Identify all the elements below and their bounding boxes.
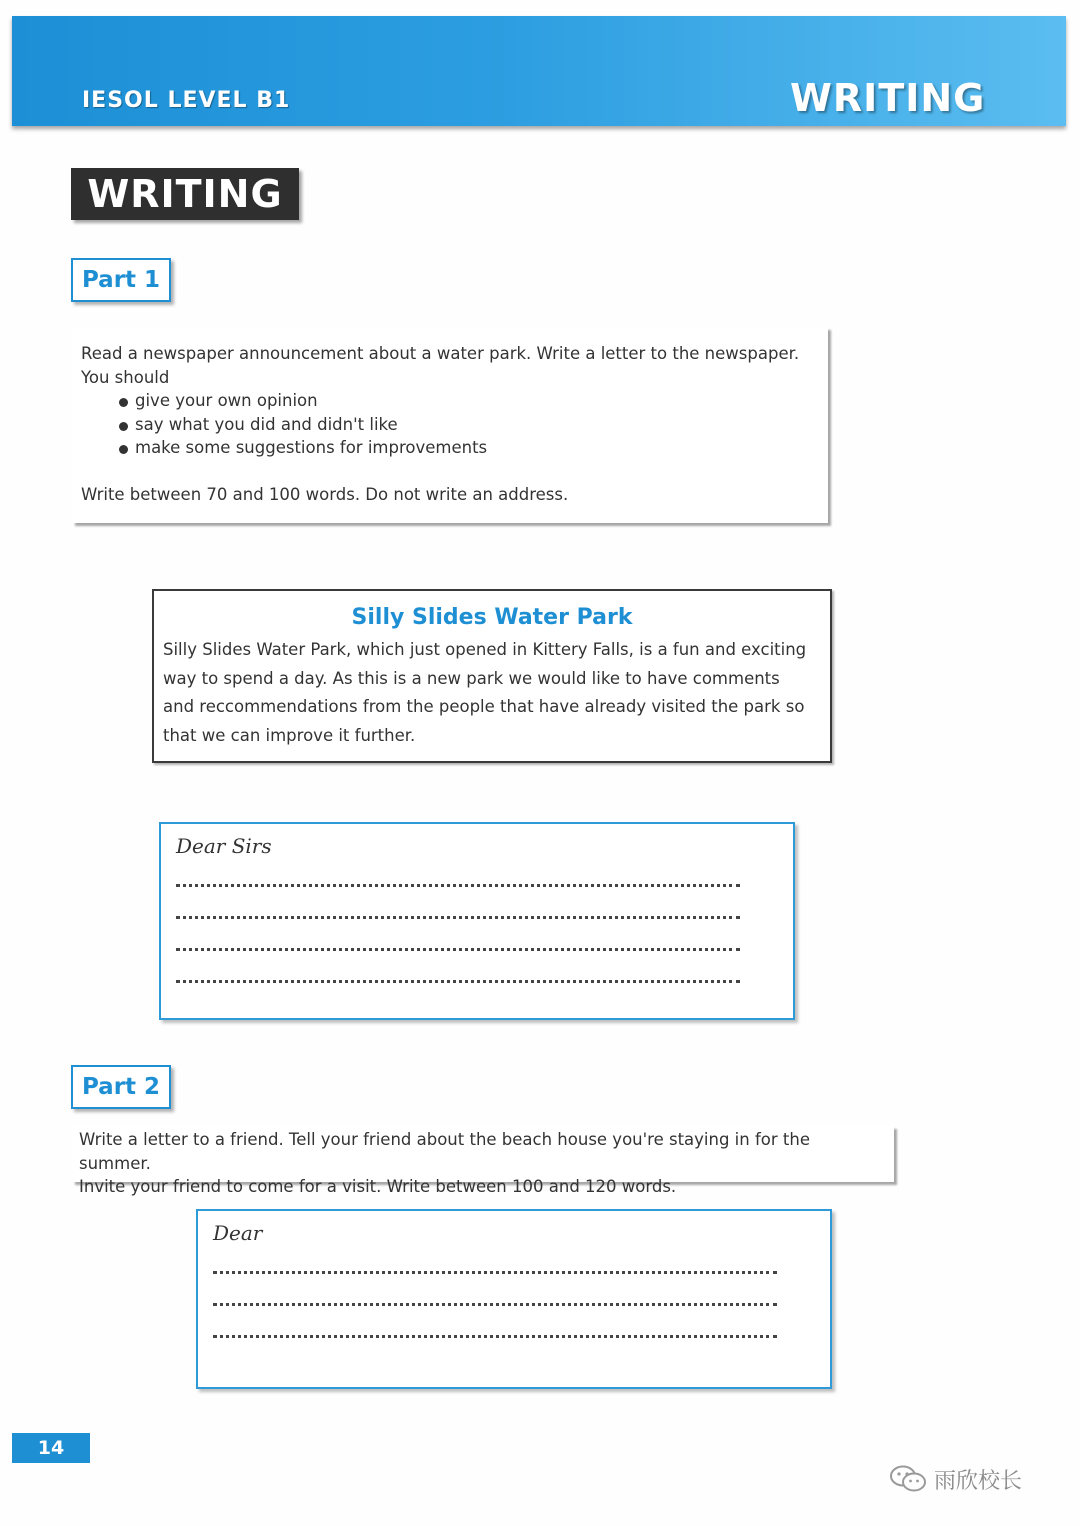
list-item: make some suggestions for improvements (117, 436, 814, 460)
list-item: give your own opinion (117, 389, 814, 413)
part2-label: Part 2 (71, 1065, 171, 1109)
writing-line[interactable] (176, 948, 740, 951)
writing-line[interactable] (213, 1335, 777, 1338)
writing-line[interactable] (176, 980, 740, 983)
part1-letter-box[interactable] (159, 822, 795, 1020)
part2-instruction-line2: Invite your friend to come for a visit. Write between 100 and 120 words. (79, 1177, 677, 1196)
writing-line[interactable] (176, 884, 740, 887)
writing-line[interactable] (213, 1271, 777, 1274)
announcement-title: Silly Slides Water Park (351, 605, 633, 630)
announcement-box (152, 589, 832, 763)
writing-line[interactable] (213, 1303, 777, 1306)
part2-letter-box[interactable] (196, 1209, 832, 1389)
letter-salutation: Dear Sirs (176, 834, 272, 858)
wechat-icon (888, 1464, 928, 1494)
header-level: IESOL LEVEL B1 (82, 88, 291, 113)
announcement-body: Silly Slides Water Park, which just opened in Kittery Falls, is a fun and exciting way to spend a day. As this is a new park we would like to have comments and reccommendations from the people that have already visited the park so that we can improve it further. (163, 640, 807, 745)
watermark (888, 1462, 1022, 1496)
page-number: 14 (12, 1433, 90, 1463)
part1-label: Part 1 (71, 258, 171, 302)
part1-bullet-list (81, 389, 814, 460)
letter-salutation: Dear (213, 1221, 263, 1245)
section-title: WRITING (71, 168, 299, 220)
watermark-text: 雨欣校长 (934, 1468, 1023, 1494)
list-item: say what you did and didn't like (117, 413, 814, 437)
header-section: WRITING (790, 76, 986, 120)
part1-word-limit: Write between 70 and 100 words. Do not write an address. (81, 484, 569, 504)
part2-instruction-line1: Write a letter to a friend. Tell your friend about the beach house you're staying in for the summer. (79, 1130, 810, 1173)
part1-instruction-line2: You should (81, 367, 170, 387)
part1-instruction-line1: Read a newspaper announcement about a water park. Write a letter to the newspaper. (81, 344, 800, 363)
part2-instructions (72, 1126, 894, 1196)
writing-line[interactable] (176, 916, 740, 919)
part1-instructions (72, 327, 828, 523)
